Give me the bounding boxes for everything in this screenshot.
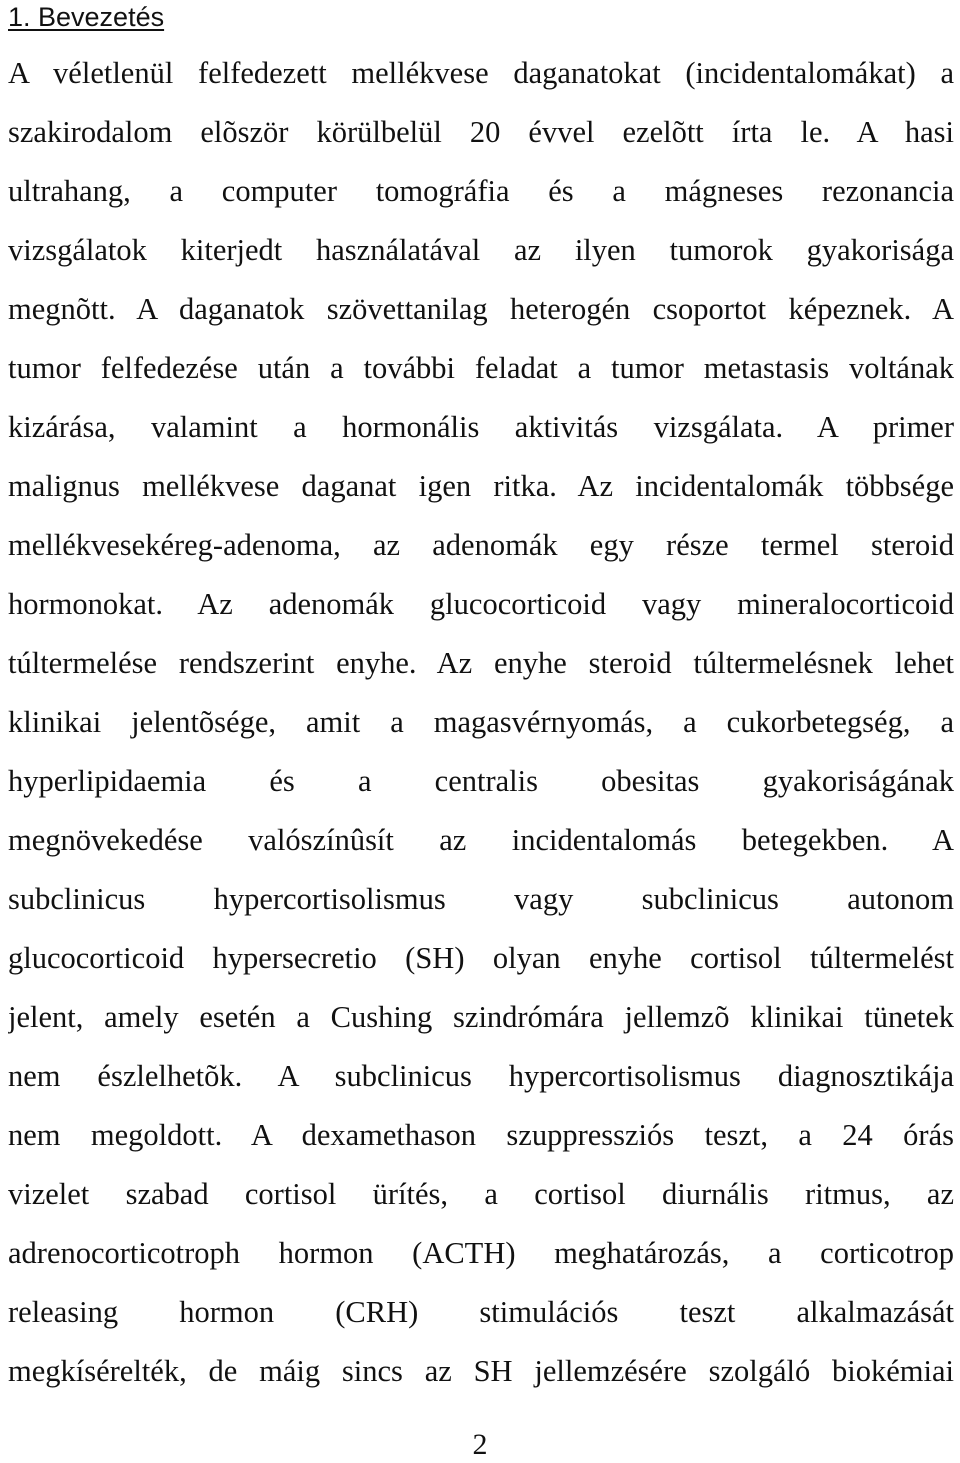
text-line: nem észlelhetõk. A subclinicus hypercortisolismus diagnosztikája	[8, 1059, 954, 1093]
text-line: hyperlipidaemia és a centralis obesitas gyakoriságának	[8, 764, 954, 798]
text-line: mellékvesekéreg-adenoma, az adenomák egy része termel steroid	[8, 528, 954, 562]
text-line: megnõtt. A daganatok szövettanilag heterogén csoportot képeznek. A	[8, 292, 954, 326]
text-line: releasing hormon (CRH) stimulációs teszt alkalmazását	[8, 1295, 954, 1329]
text-line: glucocorticoid hypersecretio (SH) olyan enyhe cortisol túltermelést	[8, 941, 954, 975]
text-line: vizelet szabad cortisol ürítés, a cortisol diurnális ritmus, az	[8, 1177, 954, 1211]
text-line: adrenocorticotroph hormon (ACTH) meghatározás, a corticotrop	[8, 1236, 954, 1270]
text-line: szakirodalom elõször körülbelül 20 évvel ezelõtt írta le. A hasi	[8, 115, 954, 149]
text-line: megnövekedése valószínûsít az incidentalomás betegekben. A	[8, 823, 954, 857]
text-line: vizsgálatok kiterjedt használatával az ilyen tumorok gyakorisága	[8, 233, 954, 267]
text-line: megkísérelték, de máig sincs az SH jellemzésére szolgáló biokémiai	[8, 1354, 954, 1388]
text-line: kizárása, valamint a hormonális aktivitás vizsgálata. A primer	[8, 410, 954, 444]
text-line: tumor felfedezése után a további feladat a tumor metastasis voltának	[8, 351, 954, 385]
text-line: túltermelése rendszerint enyhe. Az enyhe steroid túltermelésnek lehet	[8, 646, 954, 680]
text-line: A véletlenül felfedezett mellékvese daganatokat (incidentalomákat) a	[8, 56, 954, 90]
body-text	[8, 44, 954, 1401]
text-line: nem megoldott. A dexamethason szuppressziós teszt, a 24 órás	[8, 1118, 954, 1152]
text-line: ultrahang, a computer tomográfia és a mágneses rezonancia	[8, 174, 954, 208]
text-line: jelent, amely esetén a Cushing szindrómára jellemzõ klinikai tünetek	[8, 1000, 954, 1034]
text-line: subclinicus hypercortisolismus vagy subclinicus autonom	[8, 882, 954, 916]
text-line: malignus mellékvese daganat igen ritka. Az incidentalomák többsége	[8, 469, 954, 503]
page-number: 2	[472, 1428, 488, 1461]
section-heading: 1. Bevezetés	[8, 2, 165, 32]
text-line: klinikai jelentõsége, amit a magasvérnyomás, a cukorbetegség, a	[8, 705, 954, 739]
text-line: hormonokat. Az adenomák glucocorticoid vagy mineralocorticoid	[8, 587, 954, 621]
